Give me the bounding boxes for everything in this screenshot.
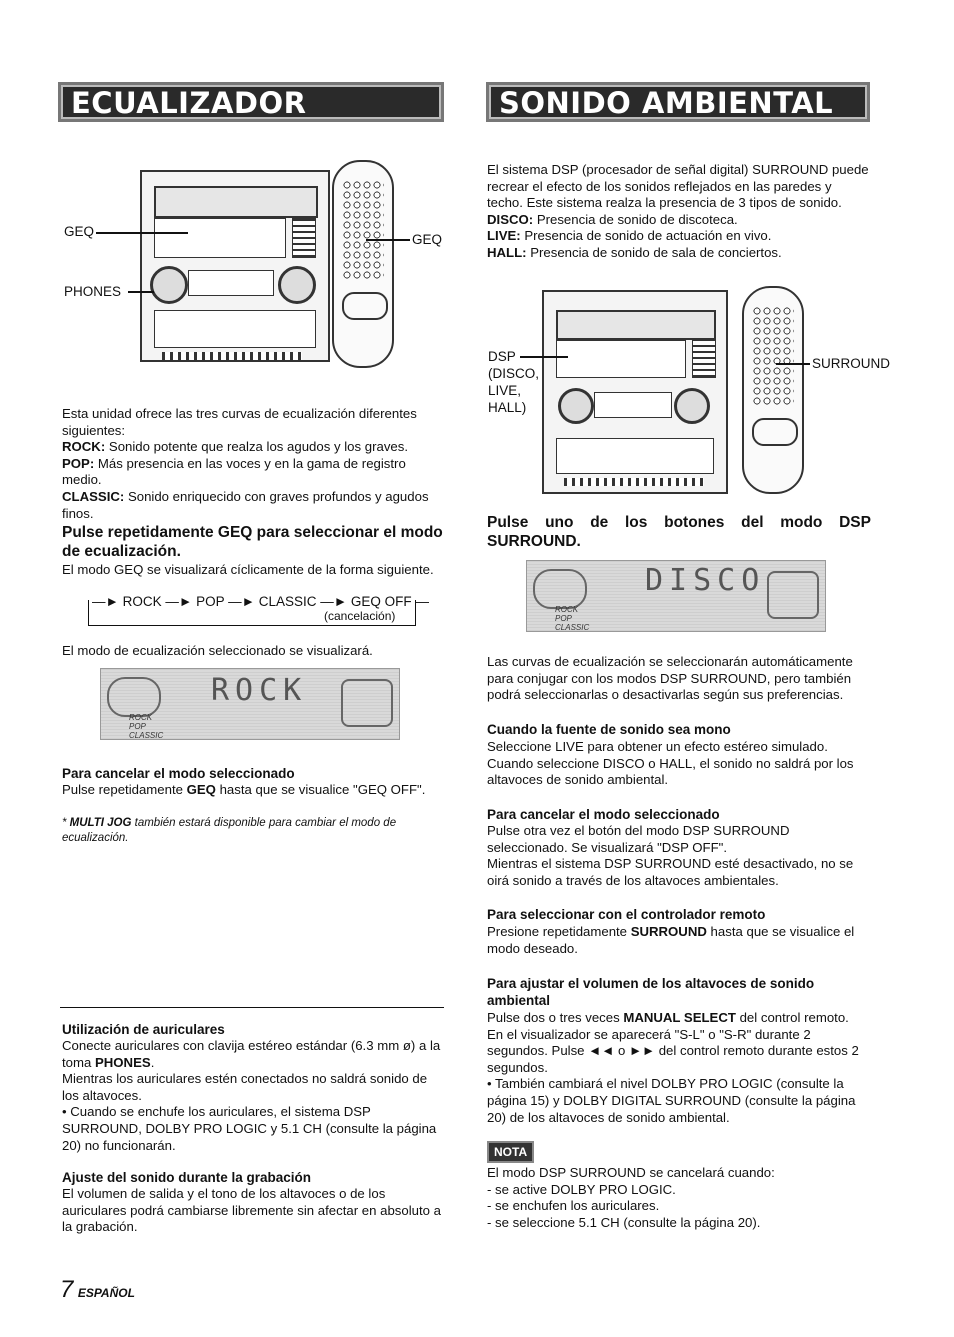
mono-heading: Cuando la fuente de sonido sea mono [487,722,731,737]
volume-heading: Para ajustar el volumen de los altavoces de sonido ambiental [487,976,815,1008]
dsp-intro: El sistema DSP (procesador de señal digital) SURROUND puede recrear el efecto de los sonidos reflejados en las paredes y techo. Este sistema realza la presencia de 3 tipos de sonido. DISCO: Presencia de sonido de discoteca. LIVE: Presencia de sonido de actuación en vivo. HALL: Presencia de sonido de sala de conciertos. [487,162,869,260]
geq-cancel-heading: Para cancelar el modo seleccionado [62,766,295,781]
leader-line [366,239,410,241]
cycle-cancel: (cancelación) [324,609,396,623]
label-live: LIVE, [488,383,522,398]
stereo-unit-illustration [140,170,330,362]
leader-line [776,363,810,365]
dsp-cancel-text: Pulse otra vez el botón del modo DSP SURROUND seleccionado. Se visualizará "DSP OFF". Mientras el sistema DSP SURROUND esté desactivado, no se oirá sonido a través de los altavoces ambientales. [487,823,854,888]
section-banner-ecualizador: ECUALIZADOR GRAFICO [58,82,444,122]
remote-heading: Para seleccionar con el controlador remoto [487,907,766,922]
cycle-classic: CLASSIC [258,594,317,609]
page-number: 7 [60,1276,74,1303]
leader-line [520,356,568,358]
geq-selected-text: El modo de ecualización seleccionado se visualizará. [62,643,373,658]
geq-cycle-diagram: —► ROCK —► POP —► CLASSIC —► GEQ OFF — (cancelación) [88,594,416,628]
nota-item: - se active DOLBY PRO LOGIC. [487,1181,676,1197]
label-geq-right: GEQ [412,232,443,247]
display-modes: ROCK POP CLASSIC [555,605,590,632]
nota-item: - se seleccione 5.1 CH (consulte la página 20). [487,1214,761,1230]
stereo-diagram-dsp [486,282,891,497]
dsp-display-illustration [526,560,826,632]
mono-text: Seleccione LIVE para obtener un efecto estéreo simulado. Cuando seleccione DISCO o HALL, el sonido no saldrá por los altavoces de sonido ambiental. [487,739,854,788]
geq-cancel-text: Pulse repetidamente GEQ hasta que se visualice "GEQ OFF". [62,782,426,797]
cycle-pop: POP [196,594,225,609]
section-divider [60,1007,444,1008]
label-geq-left: GEQ [64,224,95,239]
label-hall: HALL) [488,400,527,415]
geq-step-heading: Pulse repetidamente GEQ para seleccionar el modo de ecualización. [62,524,443,560]
nota-badge: NOTA [487,1141,534,1163]
page-language: ESPAÑOL [77,1286,135,1300]
display-modes: ROCK POP CLASSIC [129,713,164,740]
phones-text: Conecte auriculares con clavija estéreo estándar (6.3 mm ø) a la toma PHONES. Mientras los auriculares estén conectados no saldrá sonido de los altavoces. • Cuando se enchufe los auriculares, el sistema DSP SURROUND, DOLBY PRO LOGIC y 5.1 CH (consulte la página 20) no funcionarán. [62,1038,441,1153]
cycle-rock: ROCK [122,594,162,609]
label-phones: PHONES [64,284,122,299]
stereo-diagram-geq [60,158,450,373]
remote-text: Presione repetidamente SURROUND hasta que se visualice el modo deseado. [487,924,855,956]
cycle-geq-off: GEQ OFF [350,594,412,609]
label-surround: SURROUND [812,356,891,371]
section-banner-dsp: SONIDO AMBIENTAL DEL DSP [486,82,870,122]
remote-control-illustration [742,286,804,494]
display-text-rock: ROCK [211,673,308,708]
recording-heading: Ajuste del sonido durante la grabación [62,1170,312,1185]
label-dsp-modes [488,348,539,416]
nota-text: El modo DSP SURROUND se cancelará cuando: - se active DOLBY PRO LOGIC. - se enchufen los auriculares. - se seleccione 5.1 CH (consulte la página 20). [487,1165,871,1231]
phones-heading: Utilización de auriculares [62,1022,225,1037]
volume-text: Pulse dos o tres veces MANUAL SELECT del control remoto. En el visualizador se aparecerá "S-L" o "S-R" durante 2 segundos. Pulse ◄◄ o ►► del control remoto durante estos 2 segundos. • También cambiará el nivel DOLBY PRO LOGIC (consulte la página 15) y DOLBY DIGITAL SURROUND (consulte la página 20) de los altavoces de sonido ambiental. [487,1010,859,1125]
dsp-step-heading: Pulse uno de los botones del modo DSP SURROUND. [487,514,871,550]
dsp-auto-text: Las curvas de ecualización se seleccionarán automáticamente para conjugar con los modos DSP SURROUND, pero también podrá seleccionarlas o desactivarlas según sus preferencias. [487,654,853,703]
geq-intro: Esta unidad ofrece las tres curvas de ecualización diferentes siguientes: ROCK: Sonido potente que realza los agudos y los graves. POP: Más presencia en las voces y en la gama de registro medio. CLASSIC: Sonido enriquecido con graves profundos y agudos finos. [62,406,429,521]
multi-jog-note: * MULTI JOG también estará disponible para cambiar el modo de ecualización. [62,817,397,844]
label-dsp: DSP [488,349,516,364]
leader-line [128,291,154,293]
dsp-cancel-heading: Para cancelar el modo seleccionado [487,807,720,822]
nota-item: - se enchufen los auriculares. [487,1198,660,1214]
label-disco: (DISCO, [488,366,540,381]
page-footer [60,1276,135,1304]
display-text-disco: DISCO [645,563,766,598]
geq-step-text: El modo GEQ se visualizará cíclicamente de la forma siguiente. [62,562,434,577]
leader-line [96,232,188,234]
recording-text: El volumen de salida y el tono de los altavoces o de los auriculares podrá cambiarse libremente sin afectar en absoluto a la grabación. [62,1186,441,1235]
remote-control-illustration [332,160,394,368]
stereo-unit-illustration [542,290,728,494]
geq-display-illustration [100,668,400,740]
